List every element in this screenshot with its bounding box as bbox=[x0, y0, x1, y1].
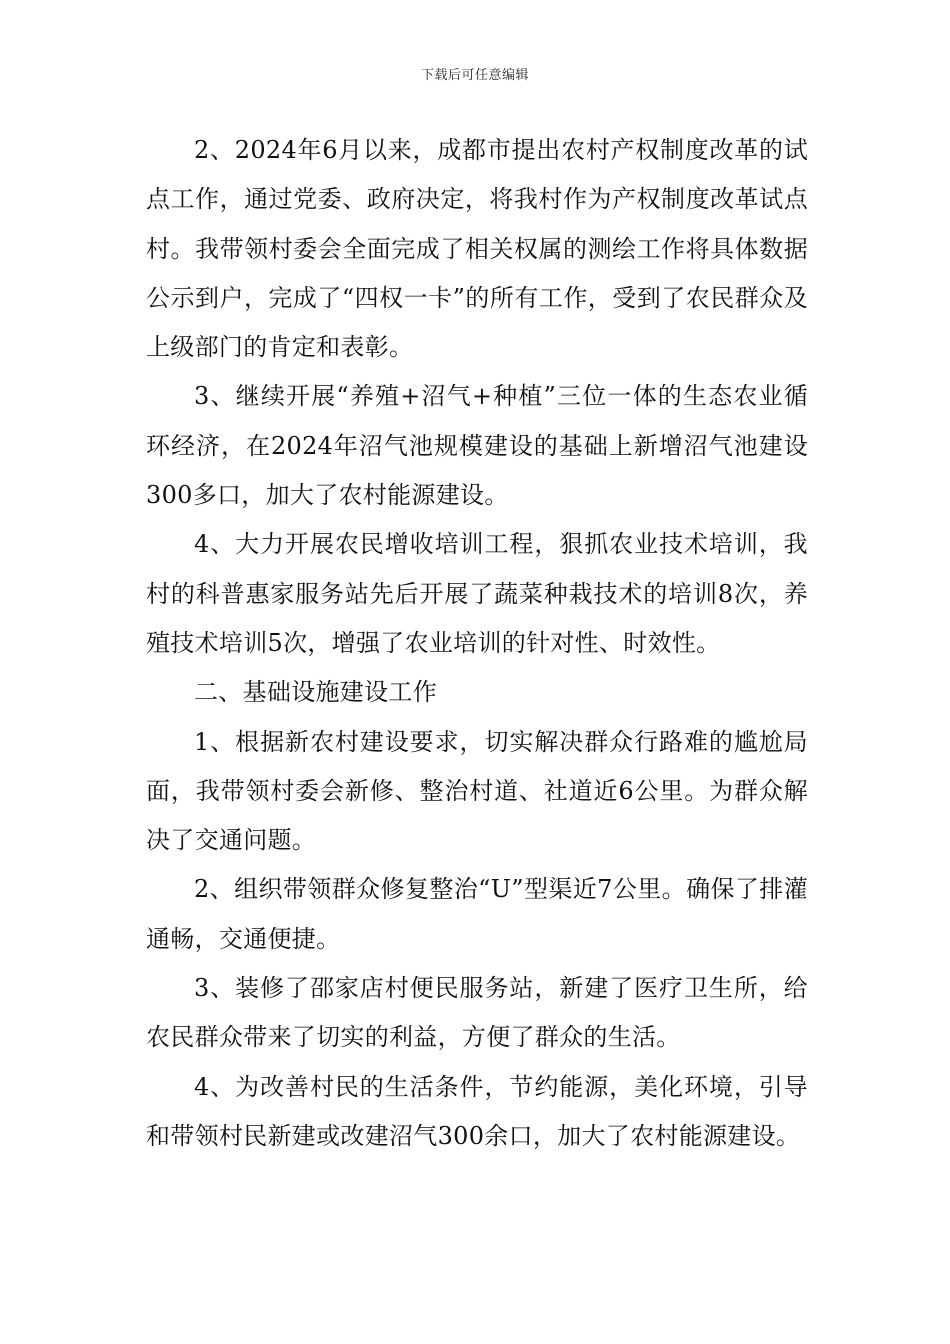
paragraph-service-station: 3、装修了邵家店村便民服务站，新建了医疗卫生所，给农民群众带来了切实的利益，方便了群众的生活。 bbox=[146, 974, 808, 1052]
paragraph-biogas-economy: 3、继续开展“养殖+沼气+种植”三位一体的生态农业循环经济，在2024年沼气池规模建设的基础上新增沼气池建设300多口，加大了农村能源建设。 bbox=[146, 382, 808, 510]
paragraph-canal-repair: 2、组织带领群众修复整治“U”型渠近7公里。确保了排灌通畅，交通便捷。 bbox=[146, 875, 808, 953]
header-note: 下载后可任意编辑 bbox=[420, 68, 529, 83]
paragraph-biogas-construction: 4、为改善村民的生活条件，节约能源，美化环境，引导和带领村民新建或改建沼气300余口，加大了农村能源建设。 bbox=[146, 1072, 808, 1150]
document-body bbox=[146, 126, 808, 1161]
paragraph-road-building: 1、根据新农村建设要求，切实解决群众行路难的尴尬局面，我带领村委会新修、整治村道、社道近6公里。为群众解决了交通问题。 bbox=[146, 727, 808, 855]
paragraph-farmer-training: 4、大力开展农民增收培训工程，狠抓农业技术培训，我村的科普惠家服务站先后开展了蔬菜种栽技术的培训8次，养殖技术培训5次，增强了农业培训的针对性、时效性。 bbox=[146, 530, 808, 657]
paragraph-property-reform: 2、2024年6月以来，成都市提出农村产权制度改革的试点工作，通过党委、政府决定，将我村作为产权制度改革试点村。我带领村委会全面完成了相关权属的测绘工作将具体数据公示到户，完成了“四权一卡”的所有工作，受到了农民群众及上级部门的肯定和表彰。 bbox=[146, 136, 808, 362]
section-heading-infrastructure: 二、基础设施建设工作 bbox=[194, 678, 437, 707]
